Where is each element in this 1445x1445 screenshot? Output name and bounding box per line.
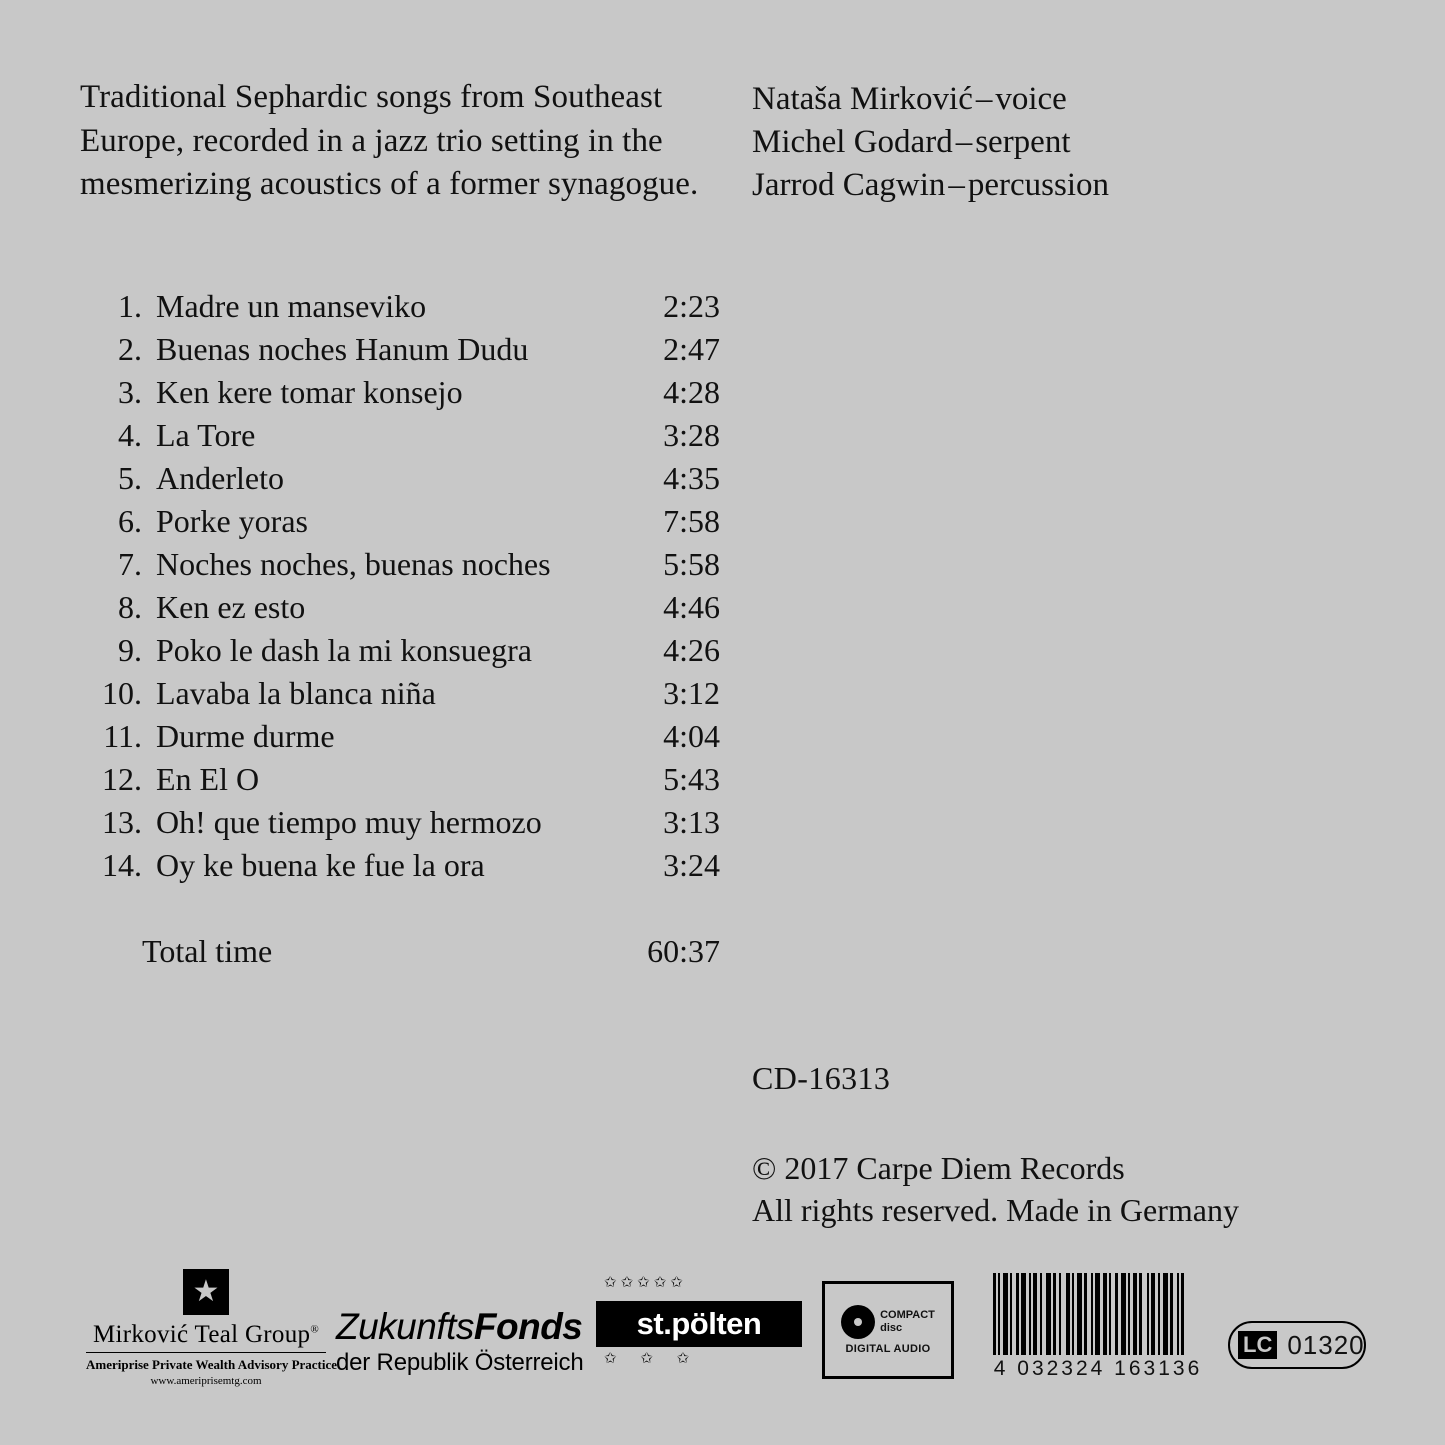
track-duration: 2:23 bbox=[663, 288, 720, 324]
credit-line bbox=[752, 78, 1312, 121]
track-number: 5. bbox=[118, 460, 142, 496]
registered-icon: ® bbox=[310, 1323, 319, 1336]
track-duration: 5:43 bbox=[663, 761, 720, 797]
track-row bbox=[80, 462, 720, 505]
track-duration: 7:58 bbox=[663, 503, 720, 539]
track-title: La Tore bbox=[156, 417, 256, 453]
compact-disc-words bbox=[880, 1309, 935, 1334]
track-number: 3. bbox=[118, 374, 142, 410]
track-row bbox=[80, 806, 720, 849]
track-number: 13. bbox=[102, 804, 142, 840]
track-duration: 3:24 bbox=[663, 847, 720, 883]
track-row bbox=[80, 849, 720, 892]
track-title: Poko le dash la mi konsuegra bbox=[156, 632, 532, 668]
zukunftsfonds-word-light: Zukunfts bbox=[336, 1306, 474, 1347]
track-row bbox=[80, 505, 720, 548]
track-duration: 5:58 bbox=[663, 546, 720, 582]
footer-logo-row bbox=[0, 1257, 1445, 1387]
mtg-name bbox=[86, 1321, 326, 1349]
album-description: Traditional Sephardic songs from Southeast Europe, recorded in a jazz trio setting in the mesmerizing acoustics of a former synagogue. bbox=[80, 79, 699, 203]
performer-name: Michel Godard bbox=[752, 123, 953, 160]
track-title: Porke yoras bbox=[156, 503, 308, 539]
track-number: 10. bbox=[102, 675, 142, 711]
compact-disc-line2: disc bbox=[880, 1322, 903, 1334]
stars-icon: ✩ ✩ ✩ bbox=[604, 1351, 700, 1367]
performer-credits bbox=[752, 78, 1312, 207]
divider bbox=[86, 1352, 326, 1353]
track-duration: 3:28 bbox=[663, 417, 720, 453]
track-duration: 3:12 bbox=[663, 675, 720, 711]
track-title: Oh! que tiempo muy hermozo bbox=[156, 804, 542, 840]
track-duration: 3:13 bbox=[663, 804, 720, 840]
star-icon bbox=[183, 1269, 229, 1315]
track-row bbox=[80, 591, 720, 634]
track-row bbox=[80, 333, 720, 376]
track-row bbox=[80, 720, 720, 763]
track-number: 4. bbox=[118, 417, 142, 453]
disc-icon bbox=[841, 1305, 875, 1339]
credit-separator: – bbox=[948, 166, 965, 203]
track-list bbox=[80, 290, 720, 978]
track-number: 7. bbox=[118, 546, 142, 582]
label-code-number: 01320 bbox=[1287, 1329, 1365, 1360]
barcode-digits: 4 032324 163136 bbox=[993, 1357, 1203, 1380]
barcode bbox=[993, 1273, 1203, 1379]
track-number: 11. bbox=[103, 718, 142, 754]
track-duration: 4:28 bbox=[663, 374, 720, 410]
compact-disc-top bbox=[841, 1305, 935, 1339]
stpoelten-wordmark: st.pölten bbox=[636, 1306, 762, 1341]
track-row bbox=[80, 677, 720, 720]
track-title: En El O bbox=[156, 761, 260, 797]
total-time-value: 60:37 bbox=[647, 933, 720, 969]
catalog-number: CD-16313 bbox=[752, 1060, 891, 1096]
track-number: 14. bbox=[102, 847, 142, 883]
stars-icon: ✩✩✩✩✩ bbox=[604, 1275, 687, 1291]
barcode-bars bbox=[993, 1273, 1203, 1355]
track-title: Oy ke buena ke fue la ora bbox=[156, 847, 485, 883]
performer-name: Jarrod Cagwin bbox=[752, 166, 946, 203]
zukunftsfonds-wordmark bbox=[336, 1306, 583, 1348]
track-row bbox=[80, 763, 720, 806]
track-title: Ken kere tomar konsejo bbox=[156, 374, 463, 410]
copyright-line-1: © 2017 Carpe Diem Records bbox=[752, 1150, 1125, 1186]
stpoelten-logo bbox=[596, 1269, 806, 1379]
track-number: 6. bbox=[118, 503, 142, 539]
track-title: Durme durme bbox=[156, 718, 335, 754]
mtg-name-text: Mirković Teal Group bbox=[92, 1321, 311, 1348]
compact-disc-line3: DIGITAL AUDIO bbox=[845, 1343, 931, 1355]
track-duration: 4:04 bbox=[663, 718, 720, 754]
zukunftsfonds-subtitle: der Republik Österreich bbox=[336, 1349, 584, 1376]
track-number: 2. bbox=[118, 331, 142, 367]
track-row bbox=[80, 548, 720, 591]
track-duration: 4:35 bbox=[663, 460, 720, 496]
zukunftsfonds-logo bbox=[336, 1306, 584, 1377]
track-number: 12. bbox=[102, 761, 142, 797]
zukunftsfonds-word-bold: Fonds bbox=[473, 1306, 583, 1347]
performer-name: Nataša Mirković bbox=[752, 81, 973, 117]
credit-separator: – bbox=[975, 81, 993, 117]
compact-disc-logo bbox=[822, 1281, 954, 1379]
label-code-badge: LC bbox=[1238, 1331, 1277, 1359]
performer-role: voice bbox=[995, 81, 1067, 117]
track-title: Anderleto bbox=[156, 460, 284, 496]
track-number: 9. bbox=[118, 632, 142, 668]
mtg-url: www.ameriprisemtg.com bbox=[150, 1375, 262, 1387]
track-row bbox=[80, 419, 720, 462]
track-title: Madre un manseviko bbox=[156, 288, 427, 324]
total-time-label: Total time bbox=[142, 933, 273, 969]
credit-line bbox=[752, 164, 1312, 207]
mtg-subtitle: Ameriprise Private Wealth Advisory Practice bbox=[86, 1357, 338, 1372]
track-duration: 2:47 bbox=[663, 331, 720, 367]
track-title: Buenas noches Hanum Dudu bbox=[156, 331, 529, 367]
compact-disc-inner bbox=[825, 1284, 951, 1376]
credit-line bbox=[752, 121, 1312, 164]
track-number: 1. bbox=[118, 288, 142, 324]
track-title: Noches noches, buenas noches bbox=[156, 546, 551, 582]
performer-role: serpent bbox=[975, 123, 1071, 160]
track-title: Ken ez esto bbox=[156, 589, 306, 625]
performer-role: percussion bbox=[967, 166, 1110, 203]
track-duration: 4:46 bbox=[663, 589, 720, 625]
track-duration: 4:26 bbox=[663, 632, 720, 668]
track-number: 8. bbox=[118, 589, 142, 625]
copyright-line-2: All rights reserved. Made in Germany bbox=[752, 1191, 1239, 1228]
track-title: Lavaba la blanca niña bbox=[156, 675, 436, 711]
track-row bbox=[80, 290, 720, 333]
total-time-row bbox=[80, 935, 720, 978]
credit-separator: – bbox=[955, 123, 973, 160]
mirkovic-teal-group-logo bbox=[86, 1269, 338, 1387]
copyright-block bbox=[752, 1148, 1239, 1231]
compact-disc-line1: COMPACT bbox=[880, 1309, 935, 1322]
track-row bbox=[80, 634, 720, 677]
label-code bbox=[1228, 1321, 1366, 1369]
track-row bbox=[80, 376, 720, 419]
